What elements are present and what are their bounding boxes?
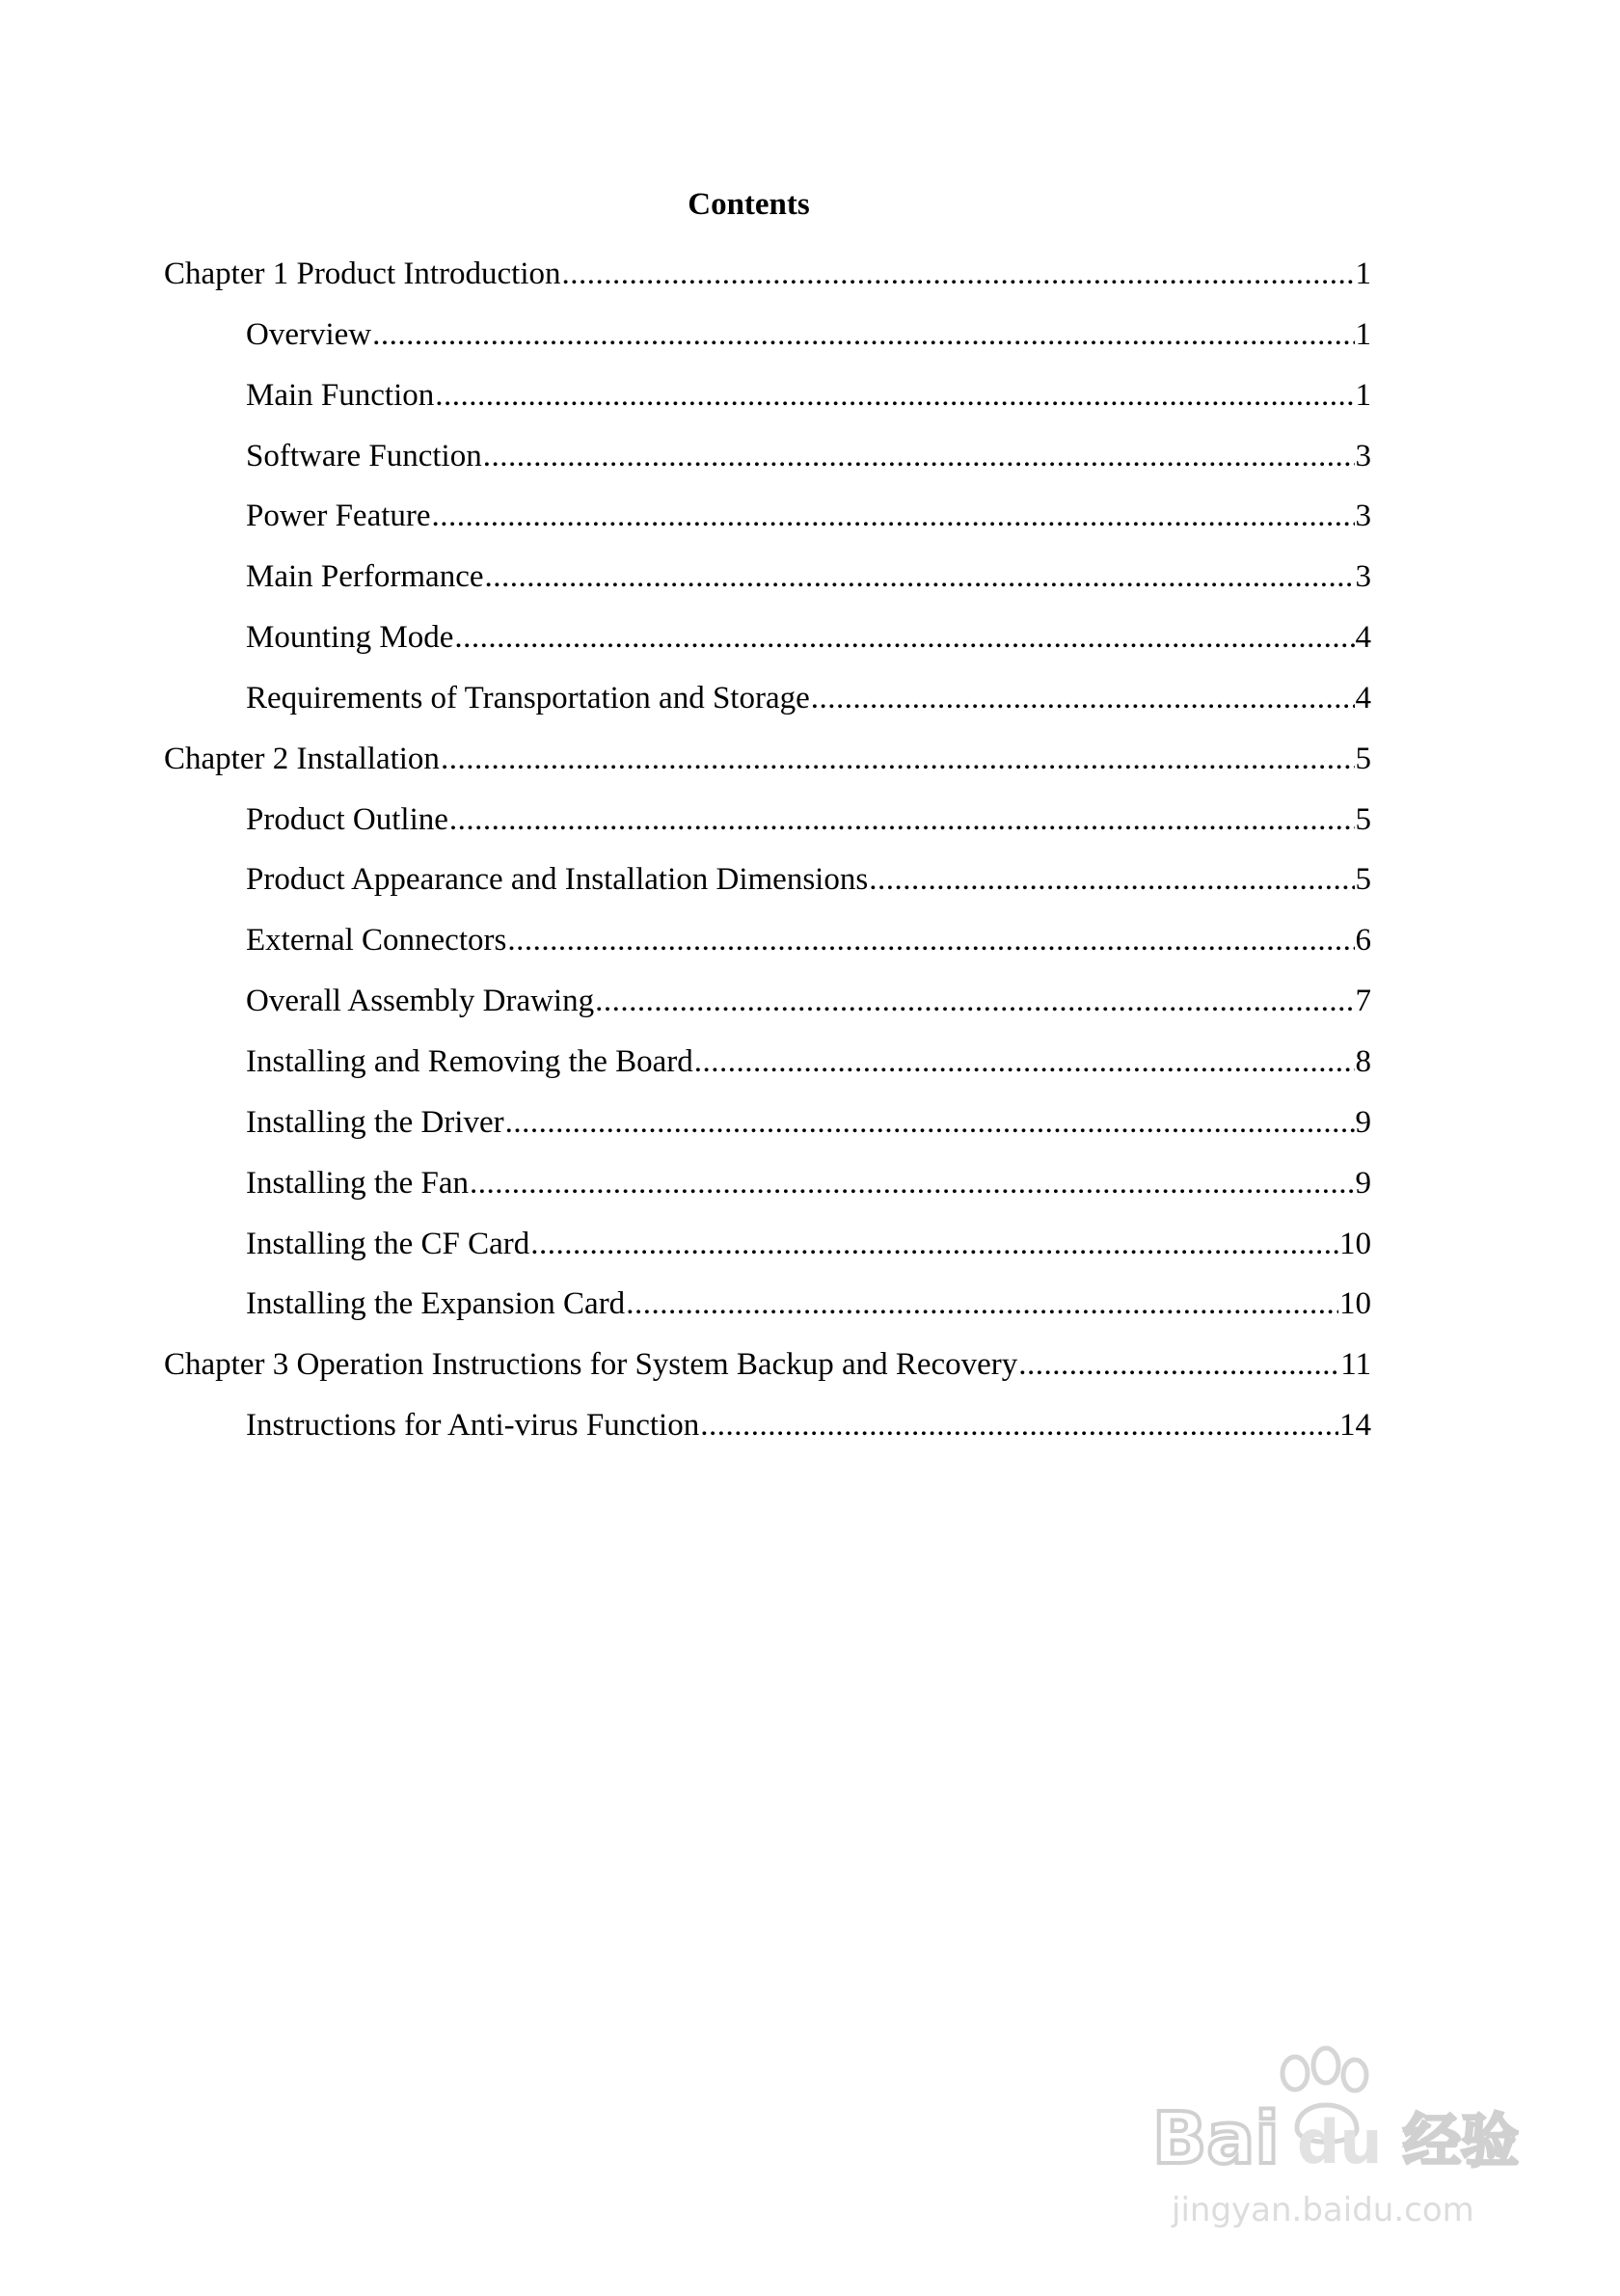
toc-dot-leader: [372, 311, 1354, 358]
toc-entry-label: Power Feature: [246, 499, 431, 534]
toc-page-number: 9: [1355, 1104, 1371, 1140]
toc-page-number: 1: [1355, 316, 1371, 352]
toc-entry-label: Chapter 3 Operation Instructions for System Backup and Recovery: [164, 1347, 1018, 1383]
toc-dot-leader: [454, 614, 1354, 661]
toc-entry-label: Installing and Removing the Board: [246, 1043, 693, 1079]
toc-page-number: 5: [1355, 741, 1371, 776]
toc-page-number: 9: [1355, 1165, 1371, 1201]
toc-dot-leader: [1018, 1341, 1339, 1388]
toc-dot-leader: [530, 1221, 1338, 1267]
toc-dot-leader: [505, 1099, 1355, 1146]
toc-page-number: 5: [1355, 862, 1371, 898]
toc-entry-label: Overview: [246, 316, 372, 352]
toc-entry-label: Product Appearance and Installation Dimensions: [246, 862, 869, 898]
jingyan-mark: 经验: [1403, 2108, 1519, 2175]
watermark-url: jingyan.baidu.com: [1172, 2191, 1474, 2229]
toc-entry-label: Mounting Mode: [246, 620, 454, 656]
toc-entry[interactable]: [164, 311, 1371, 372]
toc-entry[interactable]: [164, 1281, 1371, 1341]
baidu-jingyan-watermark: [1152, 2039, 1557, 2232]
toc-page-number: 14: [1339, 1408, 1371, 1444]
toc-entry[interactable]: [164, 1402, 1371, 1463]
toc-page-number: 3: [1355, 559, 1371, 595]
toc-dot-leader: [485, 554, 1355, 600]
toc-dot-leader: [694, 1039, 1355, 1085]
toc-entry[interactable]: [164, 372, 1371, 433]
toc-dot-leader: [562, 251, 1355, 297]
toc-page-number: 6: [1355, 923, 1371, 959]
toc-page-number: 3: [1355, 438, 1371, 473]
toc-dot-leader: [449, 797, 1355, 843]
toc-entry[interactable]: [164, 251, 1371, 311]
toc-dot-leader: [483, 433, 1355, 479]
toc-entry-label: Main Performance: [246, 559, 484, 595]
toc-page-number: 10: [1339, 1226, 1371, 1261]
toc-dot-leader: [811, 675, 1355, 721]
baidu-du-mark: du: [1297, 2107, 1383, 2177]
toc-entry[interactable]: [164, 433, 1371, 494]
toc-dot-leader: [626, 1281, 1338, 1327]
toc-page-number: 1: [1355, 377, 1371, 413]
toc-entry-label: Chapter 2 Installation: [164, 741, 440, 776]
toc-entry-label: Main Function: [246, 377, 435, 413]
toc-entry[interactable]: [164, 675, 1371, 736]
toc-dot-leader: [869, 856, 1354, 903]
table-of-contents: [164, 251, 1371, 1463]
toc-entry-label: Software Function: [246, 438, 482, 473]
toc-dot-leader: [507, 917, 1354, 963]
toc-dot-leader: [435, 372, 1354, 419]
toc-dot-leader: [441, 736, 1355, 782]
toc-page-number: 4: [1355, 620, 1371, 656]
toc-entry[interactable]: [164, 736, 1371, 797]
baidu-brand-mark: Bai: [1152, 2097, 1280, 2180]
paw-logo-icon: [1282, 2048, 1366, 2142]
toc-entry[interactable]: [164, 1099, 1371, 1160]
toc-page-number: 5: [1355, 801, 1371, 837]
toc-entry-label: Installing the CF Card: [246, 1226, 530, 1261]
toc-page-number: 11: [1340, 1347, 1371, 1383]
toc-entry[interactable]: [164, 1221, 1371, 1282]
page-title: Contents: [688, 187, 810, 222]
toc-dot-leader: [470, 1160, 1355, 1206]
toc-entry-label: Product Outline: [246, 801, 448, 837]
toc-page-number: 10: [1339, 1286, 1371, 1322]
toc-entry-label: Requirements of Transportation and Storage: [246, 680, 810, 716]
toc-page-number: 4: [1355, 680, 1371, 716]
toc-entry[interactable]: [164, 917, 1371, 978]
toc-entry-label: Installing the Fan: [246, 1165, 469, 1201]
toc-entry-label: External Connectors: [246, 923, 507, 959]
toc-page-number: 3: [1355, 499, 1371, 534]
toc-entry[interactable]: [164, 856, 1371, 917]
toc-entry[interactable]: [164, 978, 1371, 1039]
toc-page-number: 8: [1355, 1043, 1371, 1079]
toc-entry[interactable]: [164, 797, 1371, 857]
toc-entry[interactable]: [164, 554, 1371, 614]
toc-entry-label: Installing the Expansion Card: [246, 1286, 626, 1322]
toc-entry[interactable]: [164, 493, 1371, 554]
toc-entry-label: Installing the Driver: [246, 1104, 504, 1140]
toc-entry-label: Instructions for Anti-virus Function: [246, 1408, 700, 1444]
toc-dot-leader: [595, 978, 1354, 1024]
toc-page-number: 1: [1355, 257, 1371, 291]
toc-dot-leader: [700, 1402, 1338, 1448]
toc-dot-leader: [432, 493, 1355, 539]
toc-entry-label: Chapter 1 Product Introduction: [164, 257, 561, 291]
toc-entry-label: Overall Assembly Drawing: [246, 984, 595, 1019]
toc-entry[interactable]: [164, 1039, 1371, 1099]
toc-page-number: 7: [1355, 984, 1371, 1019]
toc-entry[interactable]: [164, 614, 1371, 675]
toc-entry[interactable]: [164, 1341, 1371, 1402]
toc-entry[interactable]: [164, 1160, 1371, 1221]
